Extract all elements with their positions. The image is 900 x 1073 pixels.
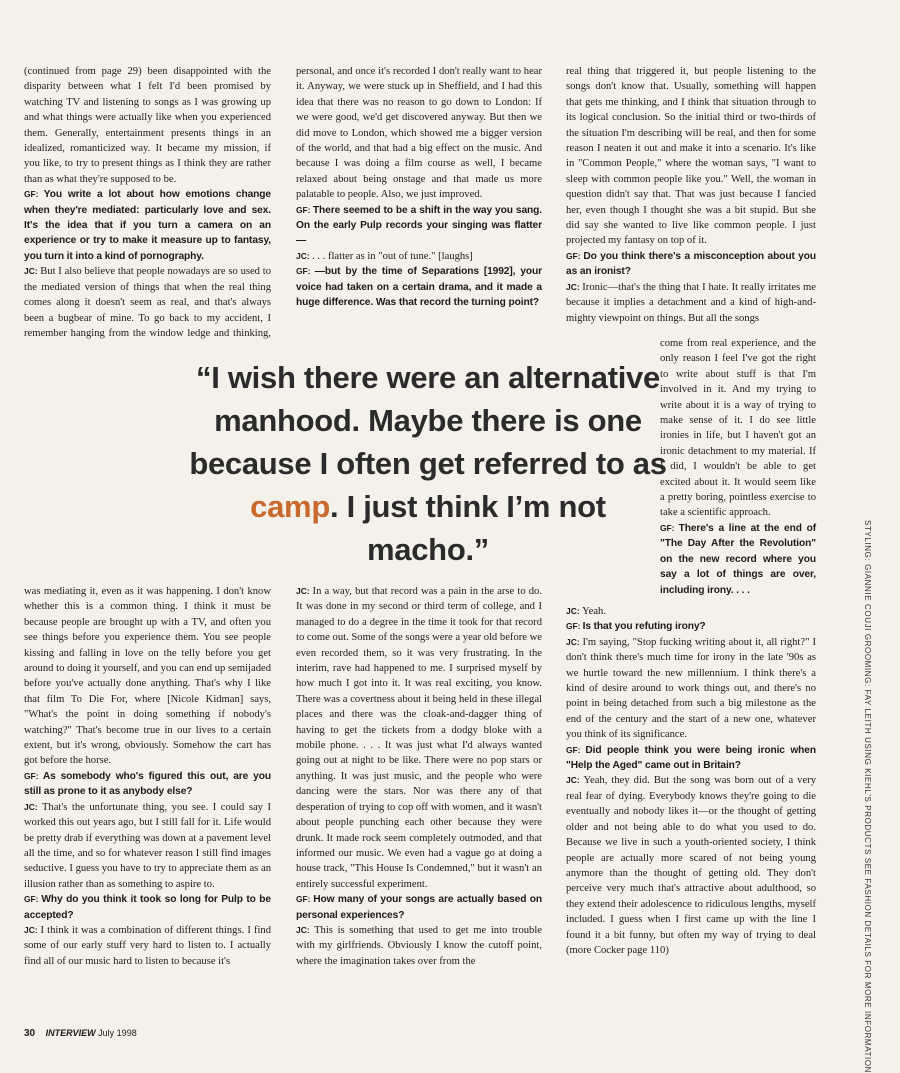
answer-paragraph xyxy=(566,773,816,958)
column-1-bottom xyxy=(24,584,271,969)
question-paragraph xyxy=(296,203,542,249)
answer-paragraph xyxy=(296,923,542,969)
paragraph-text: real thing that triggered it, but people listening to the songs don't know that. Usually, something will happen that gets me thinking, and I think that situation through to its logical conclusion. So the initial third or two-thirds of the situation I'm describing will be real, and then for some reason I neaten it out and make it into a scenario. It's like in "Common People," where the woman says, "I want to sleep with common people like you." Well, the woman in question didn't say that. That was just because I fancied her, even though I thought she was a bit stupid. But she did say she wanted to live like common people. I just projected my fantasy on top of it. xyxy=(566,66,816,247)
paragraph-text: . . . flatter as in "out of tune." [laughs] xyxy=(312,250,473,262)
answer-paragraph xyxy=(566,635,816,743)
paragraph-text: This is something that used to get me into trouble with my girlfriends. Obviously I know the cutoff point, where the imagination takes over from the xyxy=(296,924,542,967)
speaker-tag: GF: xyxy=(566,744,586,755)
speaker-tag: GF: xyxy=(566,250,584,261)
paragraph-text: Do you think there's a misconception about you as an ironist? xyxy=(566,250,816,278)
speaker-tag: GF: xyxy=(296,266,315,277)
paragraph-text: Ironic—that's the thing that I hate. It really irritates me because it implies a detachment and a kind of high-and-mighty viewpoint on things. But all the songs xyxy=(566,281,816,324)
speaker-tag: JC: xyxy=(296,924,315,935)
page-number: 30 xyxy=(24,1028,36,1039)
speaker-tag: GF: xyxy=(296,204,313,215)
answer-paragraph xyxy=(296,249,542,264)
speaker-tag: JC: xyxy=(566,281,583,292)
question-paragraph xyxy=(566,743,816,774)
pull-quote-end: . I just think I’m not macho.” xyxy=(329,489,606,567)
answer-paragraph xyxy=(24,584,271,769)
answer-paragraph xyxy=(24,923,271,969)
paragraph-text: Why do you think it took so long for Pulp to be accepted? xyxy=(24,894,271,921)
speaker-tag: JC: xyxy=(566,636,583,647)
paragraph-text: was mediating it, even as it was happening. I don't know whether this is a common thing. I think it must be because people are brought up with a TV, and often you see things before you experience them. You see people kissing and falling in love on the telly before you get around to doing it yourself, and you can end up semijaded before you've actually done anything. That's why I like that film To Die For, where [Nicole Kidman] says, "What's the point in doing something if nobody's watching?" That's become true in our lives to a certain extent, but it's wrong, obviously. Somehow the cart has got before the horse. xyxy=(24,586,271,767)
paragraph-text: I think it was a combination of different things. I find some of our early stuff very hard to listen to. I actually find all of our music hard to listen to because it's xyxy=(24,924,272,967)
answer-paragraph xyxy=(296,584,542,892)
answer-paragraph xyxy=(566,604,816,619)
paragraph-text: You write a lot about how emotions change when they're mediated: particularly love and sex. It's the idea that if you turn a camera on an experience or try to make it measure up to fantasy, you turn it into a kind of pornography. xyxy=(24,189,271,262)
question-paragraph xyxy=(660,521,816,598)
question-paragraph xyxy=(24,892,271,923)
question-paragraph xyxy=(296,264,542,310)
speaker-tag: GF: xyxy=(24,894,42,905)
paragraph-text: In a way, but that record was a pain in the arse to do. It was done in my second or third term of college, and I managed to do a degree in the time it took for that record to come out. Some of the songs were a year old before we even recorded them, so it was very frustrating. In the interim, rave had happened to me. I surprised myself by how much I got into it. It was real exciting, you know. There was a covertness about it being held in these illegal places and there was the cloak-and-dagger thing of having to get the tickets from a dodgy bloke with a mobile phone. . . . It was just what I'd always wanted going out at night to be like. There were no pop stars or anything. It was just music, and the people who were dancing were the stars. Nor was there any of that desperation of trying to cop off with women, and it wasn't about people punching each other because they were drunk. It made rock seem completely outmoded, and that informed our music. We even had a vague go at doing a house track, "This House Is Condemned," but it wasn't an entirely successful experiment. xyxy=(296,586,542,890)
paragraph-text: —but by the time of Separations [1992], your voice had taken on a certain drama, and it made a huge difference. Was that record the turning point? xyxy=(296,266,542,309)
column-3-top xyxy=(566,64,816,340)
question-paragraph xyxy=(24,187,271,264)
answer-paragraph xyxy=(24,64,271,187)
speaker-tag: GF: xyxy=(24,770,43,781)
paragraph-text: How many of your songs are actually based on personal experiences? xyxy=(296,894,542,921)
column-1-top xyxy=(24,64,271,340)
paragraph-text: Yeah, they did. But the song was born out of a very real fear of dying. Everybody knows they're going to die eventually and nobody likes it—or the thought of getting older and not being able to do what you used to do. Because we live in such a youth-oriented society, I think people are actually more scared of not being young anymore than the thought of getting old. They don't perceive very much that's attractive about adulthood, so they extend their adolescence to ridiculous lengths, myself included. I guess when I first came up with the line I found it a bit funny, but often my way of trying to deal (more Cocker page 110) xyxy=(566,775,817,956)
paragraph-text: come from real experience, and the only reason I feel I've got the right to write about stuff is that I'm involved in it. And my trying to write about it is a way of trying to make sense of it. I do see little ironies in life, but I haven't got an ironic detachment to my material. If I did, I wouldn't be able to get excited about it. It would seem like a pretty boring, pointless exercise to take a scientific approach. xyxy=(660,338,816,519)
pull-quote xyxy=(188,356,668,571)
speaker-tag: GF: xyxy=(566,621,583,632)
answer-paragraph xyxy=(24,800,271,892)
answer-paragraph xyxy=(660,336,816,521)
speaker-tag: GF: xyxy=(296,894,314,905)
issue-date: July 1998 xyxy=(98,1028,137,1038)
paragraph-text: personal, and once it's recorded I don't really want to hear it. Anyway, we were stuck up in Sheffield, and I had this idea that there was no reason to go down to London: If we were good, we'd get discovered anyway. But then we did move to London, which showed me a bigger version of the world, and that had a big effect on the music. And because I was doing a film course as well, I became relaxed about being onstage and that made us more palatable to people. Also, we just improved. xyxy=(296,66,542,201)
speaker-tag: GF: xyxy=(24,189,44,200)
paragraph-text: I'm saying, "Stop fucking writing about it, all right?" I don't think there's much time for irony in the late '90s as we hurtle toward the new millennium. I think there's a kind of desire around to work things out, and there's no point in being detached from such a big milestone as the end of the century and the start of a new one, whatever you think of its significance. xyxy=(566,636,816,741)
paragraph-text: There seemed to be a shift in the way you sang. On the early Pulp records your singing was flatter— xyxy=(296,204,542,247)
speaker-tag: JC: xyxy=(296,250,313,261)
folio xyxy=(24,1028,137,1039)
paragraph-text: (continued from page 29) been disappointed with the disparity between what I felt I'd been promised by watching TV and listening to songs as I was growing up and what things were actually like when you experienced them. Generally, entertainment presents things in an idealized, romanticized way. It became my mission, if you like, to try to present things as I think they are rather than as what they're supposed to be. xyxy=(24,66,271,185)
answer-paragraph xyxy=(24,264,271,340)
paragraph-text: That's the unfortunate thing, you see. I could say I worked this out years ago, but I still fall for it. Life would be pretty drab if everything was down at a pavement level all the time, and so for whatever reason I still find images seductive. I guess you have to try to appreciate them as an illusion rather than as something to aspire to. xyxy=(24,801,271,890)
speaker-tag: GF: xyxy=(660,522,679,533)
speaker-tag: JC: xyxy=(566,775,584,786)
column-3-narrow xyxy=(660,336,816,598)
speaker-tag: JC: xyxy=(24,924,41,935)
paragraph-text: There's a line at the end of "The Day After the Revolution" on the new record where you say a lot of things are over, including irony. . . . xyxy=(660,522,816,596)
paragraph-text: As somebody who's figured this out, are you still as prone to it as anybody else? xyxy=(24,770,271,798)
pull-quote-text: “I wish there were an alternative manhood. Maybe there is one because I often get referred to as xyxy=(189,360,667,481)
column-1-wrap xyxy=(24,340,152,584)
speaker-tag: JC: xyxy=(24,266,41,277)
speaker-tag: JC: xyxy=(296,586,313,596)
speaker-tag: JC: xyxy=(566,606,583,616)
question-paragraph xyxy=(566,619,816,634)
answer-paragraph xyxy=(296,64,542,203)
column-2-top xyxy=(296,64,542,340)
question-paragraph xyxy=(24,769,271,800)
column-3-bottom xyxy=(566,604,816,958)
speaker-tag: JC: xyxy=(24,801,42,812)
answer-paragraph xyxy=(566,280,816,326)
answer-paragraph xyxy=(566,64,816,249)
paragraph-text: Did people think you were being ironic when "Help the Aged" came out in Britain? xyxy=(566,744,816,772)
column-2-bottom xyxy=(296,584,542,969)
sidebar-credit: STYLING: GIANNIE COUJI GROOMING: FAY LEITH USING KIEHL'S PRODUCTS SEE FASHION DETAILS FOR MORE INFORMATION xyxy=(863,520,872,1073)
question-paragraph xyxy=(566,249,816,280)
question-paragraph xyxy=(296,892,542,923)
paragraph-text: Is that you refuting irony? xyxy=(582,621,706,633)
paragraph-text: But I also believe that people nowadays are so used to the mediated version of things that when the real thing comes along it doesn't seem as real, and that's always been a bugbear of mine. To go back to my accident, I remember hanging from the window ledge and thinking, xyxy=(24,266,271,339)
paragraph-text: Yeah. xyxy=(582,606,607,617)
column-1-narrow-continuation xyxy=(24,340,152,584)
pull-quote-highlight: camp xyxy=(250,489,330,524)
magazine-name: INTERVIEW xyxy=(45,1028,96,1038)
